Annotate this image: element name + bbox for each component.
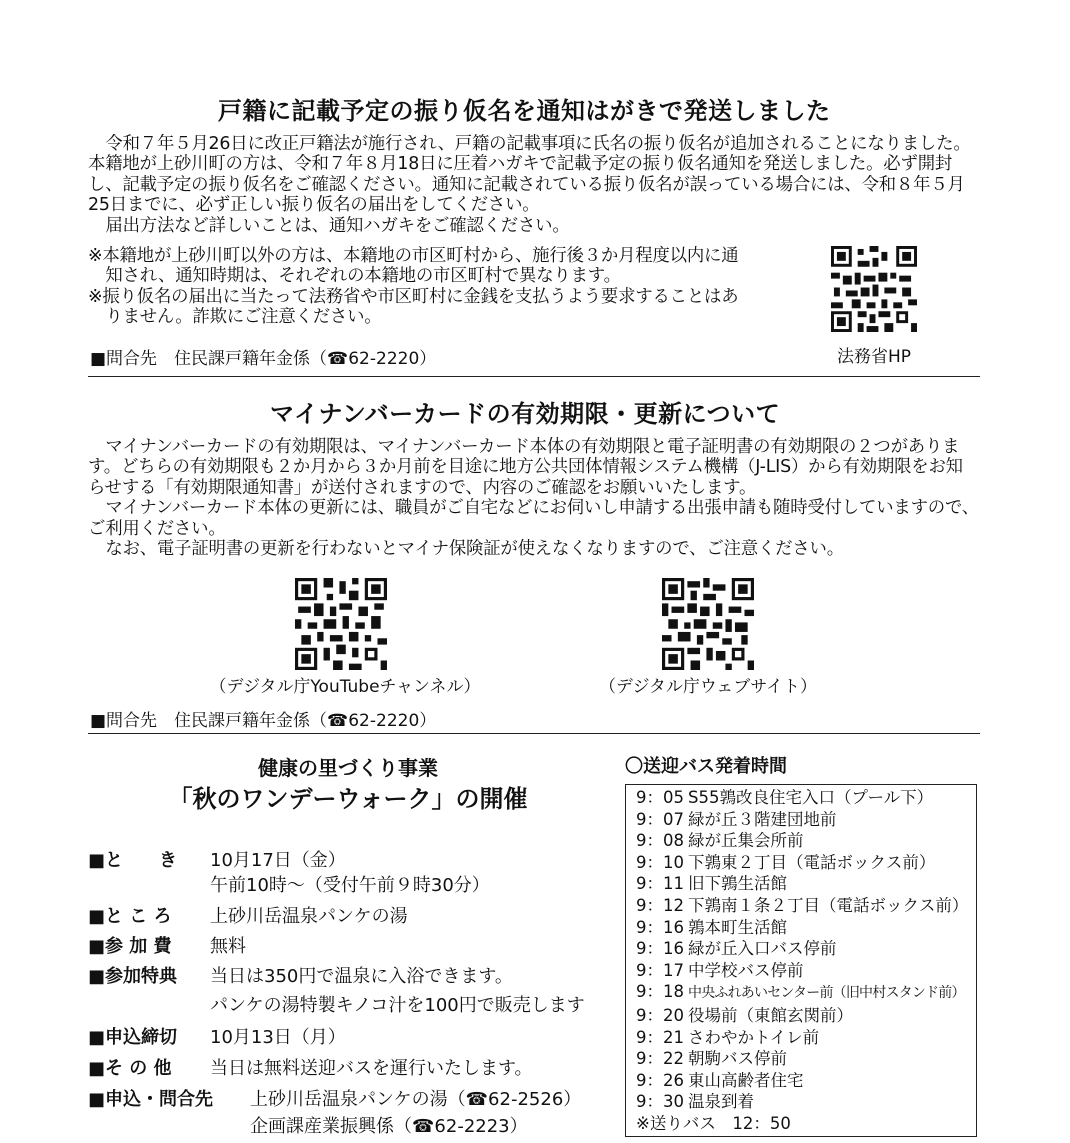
walk-apply-value-1: 上砂川岳温泉パンケの湯（☎62-2526） xyxy=(250,1089,582,1110)
koseki-note1: ※本籍地が上砂川町以外の方は、本籍地の市区町村から、施行後３か月程度以内に通知され、通知時期は、それぞれの本籍地の市区町村で異なります。 xyxy=(88,246,739,287)
bus-stop-row xyxy=(636,1091,976,1113)
walk-row-deadline xyxy=(88,1023,346,1049)
bus-time: 9：18 xyxy=(636,982,684,1002)
bus-time: 9：20 xyxy=(636,1005,684,1025)
koseki-note2: ※振り仮名の届出に当たって法務省や市区町村に金銭を支払うよう要求することはありません。詐欺にご注意ください。 xyxy=(88,286,739,328)
bus-time: 9：22 xyxy=(636,1049,684,1069)
walk-title: 「秋のワンデーウォーク」の開催 xyxy=(168,785,528,813)
mynumber-para1: マイナンバーカードの有効期限は、マイナンバーカード本体の有効期限と電子証明書の有効期限の２つがあります。どちらの有効期限も２か月から３か月前を目途に地方公共団体情報システム機構（J-LIS）から有効期限をお知らせする「有効期限通知書」が送付されますので、内容のご確認をお願いいたします。 xyxy=(88,437,963,498)
mynumber-para2: マイナンバーカード本体の更新には、職員がご自宅などにお伺いし申請する出張申請も随時受付していますので、ご利用ください。 xyxy=(88,498,979,539)
koseki-title: 戸籍に記載予定の振り仮名を通知はがきで発送しました xyxy=(218,97,831,125)
youtube-qr-label: （デジタル庁YouTubeチャンネル） xyxy=(209,677,481,697)
walk-key: ■参加特典 xyxy=(88,966,178,987)
bus-time: 9：30 xyxy=(636,1092,684,1112)
walk-key: ■と こ ろ xyxy=(88,906,172,927)
walk-row-other xyxy=(88,1054,533,1080)
walk-row-apply-2 xyxy=(250,1112,528,1138)
bus-place: 中央ふれあいセンター前（旧中村スタンド前） xyxy=(688,985,965,1002)
website-qr-code-icon[interactable] xyxy=(660,578,756,670)
walk-value: 10月13日（月） xyxy=(210,1027,346,1048)
bus-stop-row xyxy=(636,917,976,939)
walk-apply-key: ■申込・問合先 xyxy=(88,1089,214,1110)
bus-stop-row xyxy=(636,830,976,852)
walk-value: パンケの湯特製キノコ汁を100円で販売します xyxy=(210,995,585,1016)
youtube-qr-code-icon[interactable] xyxy=(293,578,389,670)
walk-key: ■申込締切 xyxy=(88,1027,178,1048)
bus-stop-row xyxy=(636,981,976,1005)
website-qr-label: （デジタル庁ウェブサイト） xyxy=(598,677,818,697)
mynumber-contact: ■問合先 住民課戸籍年金係（☎62-2220） xyxy=(90,711,437,731)
walk-value: 10月17日（金） xyxy=(210,850,346,871)
bus-place: 緑が丘集会所前 xyxy=(688,831,804,851)
bus-stop-row xyxy=(636,809,976,831)
koseki-para1: 令和７年５月26日に改正戸籍法が施行され、戸籍の記載事項に氏名の振り仮名が追加されることになりました。本籍地が上砂川町の方は、令和７年８月18日に圧着ハガキで記載予定の振り仮名通知を発送しました。必ず開封し、記載予定の振り仮名をご確認ください。通知に記載されている振り仮名が誤っている場合には、令和８年５月25日までに、必ず正しい振り仮名の届出をしてください。 xyxy=(88,134,971,216)
bus-time: 9：11 xyxy=(636,874,684,894)
walk-value: 当日は350円で温泉に入浴できます。 xyxy=(210,966,513,987)
walk-key xyxy=(88,991,210,1017)
bus-place: 東山高齢者住宅 xyxy=(688,1070,804,1090)
bus-place: 朝駒バス停前 xyxy=(688,1049,787,1069)
bus-time: 9：08 xyxy=(636,831,684,851)
walk-value: 無料 xyxy=(210,936,246,957)
bus-place: 中学校バス停前 xyxy=(688,960,804,980)
walk-row-benefit-2 xyxy=(88,991,585,1017)
bus-place: 役場前（東館玄関前） xyxy=(688,1005,853,1025)
bus-place: 旧下鶉生活館 xyxy=(688,874,787,894)
bus-place: 緑が丘３階建団地前 xyxy=(688,809,837,829)
bus-stop-row xyxy=(636,787,976,809)
walk-apply-value-2: 企画課産業振興係（☎62-2223） xyxy=(250,1116,528,1137)
walk-value: 午前10時～（受付午前９時30分） xyxy=(210,875,490,896)
section-divider-1 xyxy=(88,376,980,377)
walk-row-date xyxy=(88,846,346,872)
section-divider-2 xyxy=(88,733,980,734)
bus-time: 9：21 xyxy=(636,1027,684,1047)
bus-time: 9：07 xyxy=(636,809,684,829)
bus-time: 9：16 xyxy=(636,917,684,937)
walk-row-place xyxy=(88,902,408,928)
bus-place: 温泉到着 xyxy=(688,1092,754,1112)
walk-row-time xyxy=(88,871,490,897)
bus-time: 9：12 xyxy=(636,895,684,915)
walk-row-apply xyxy=(88,1085,581,1111)
koseki-notes xyxy=(88,246,753,328)
walk-key: ■と き xyxy=(88,850,178,871)
bus-place: 緑が丘入口バス停前 xyxy=(688,939,837,959)
walk-key: ■参 加 費 xyxy=(88,936,172,957)
walk-subtitle: 健康の里づくり事業 xyxy=(258,756,438,780)
bus-place: 下鶉東２丁目（電話ボックス前） xyxy=(688,852,936,872)
koseki-qr-code-icon[interactable] xyxy=(831,246,917,332)
koseki-para2: 届出方法など詳しいことは、通知ハガキをご確認ください。 xyxy=(105,215,570,236)
walk-value: 上砂川岳温泉パンケの湯 xyxy=(210,906,408,927)
walk-key: ■そ の 他 xyxy=(88,1058,172,1079)
bus-place: さわやかトイレ前 xyxy=(688,1027,820,1047)
bus-stop-row xyxy=(636,1005,976,1027)
mynumber-body xyxy=(88,437,980,559)
bus-stop-row xyxy=(636,873,976,895)
walk-value: 当日は無料送迎バスを運行いたします。 xyxy=(210,1058,533,1079)
bus-return-time: ※送りバス 12：50 xyxy=(636,1113,791,1133)
koseki-contact: ■問合先 住民課戸籍年金係（☎62-2220） xyxy=(90,349,437,369)
bus-stop-row xyxy=(636,1048,976,1070)
bus-place: 鶉本町生活館 xyxy=(688,917,787,937)
walk-key xyxy=(88,871,210,897)
bus-timetable xyxy=(625,784,977,1137)
bus-time: 9：05 xyxy=(636,788,684,807)
bus-stop-row xyxy=(636,852,976,874)
koseki-body xyxy=(88,134,980,236)
bus-stop-row xyxy=(636,960,976,982)
bus-place: S55鶉改良住宅入口（プール下） xyxy=(688,788,934,807)
walk-row-fee xyxy=(88,932,246,958)
bus-place: 下鶉南１条２丁目（電話ボックス前） xyxy=(688,895,969,915)
walk-row-benefit xyxy=(88,962,513,988)
bus-stop-row xyxy=(636,1070,976,1092)
bus-time: 9：16 xyxy=(636,939,684,959)
bus-time: 9：10 xyxy=(636,852,684,872)
bus-time: 9：17 xyxy=(636,960,684,980)
mynumber-title: マイナンバーカードの有効期限・更新について xyxy=(270,400,781,428)
bus-stop-row xyxy=(636,1027,976,1049)
koseki-qr-label: 法務省HP xyxy=(836,347,912,367)
bus-stop-row xyxy=(636,895,976,917)
bus-time: 9：26 xyxy=(636,1070,684,1090)
bus-title: 〇送迎バス発着時間 xyxy=(625,756,787,777)
bus-stop-row xyxy=(636,938,976,960)
mynumber-para3: なお、電子証明書の更新を行わないとマイナ保険証が使えなくなりますので、ご注意ください。 xyxy=(105,539,844,560)
